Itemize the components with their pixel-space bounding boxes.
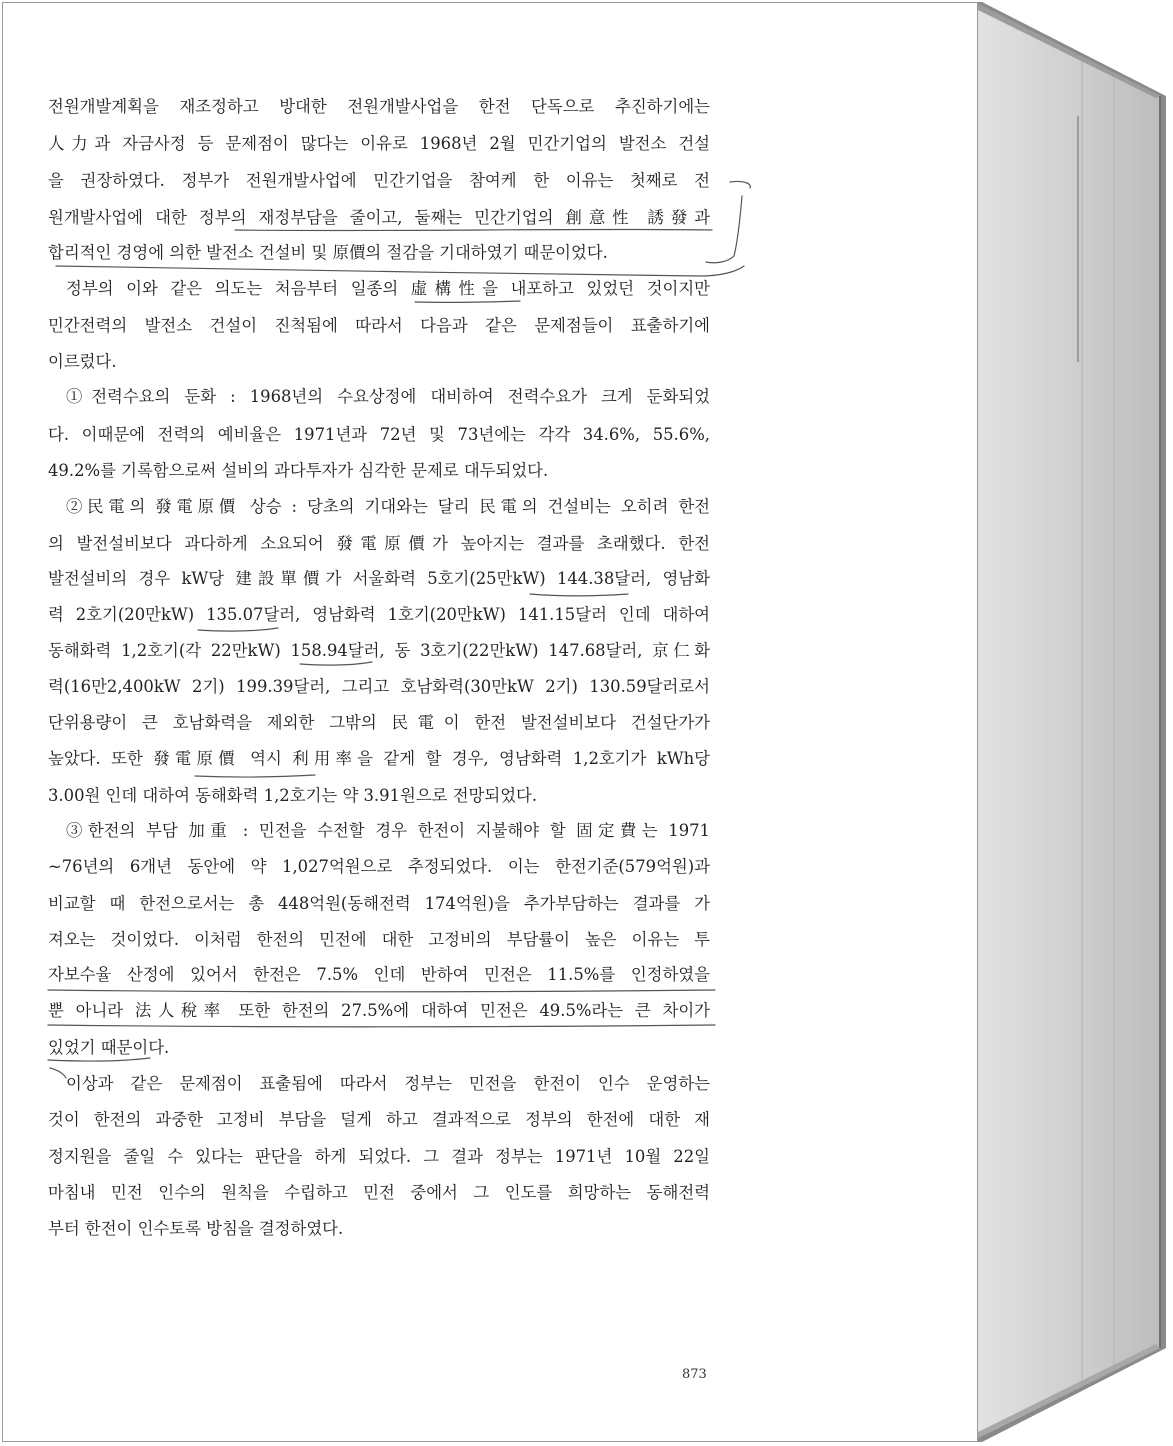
text-line: 동해화력 1,2호기(각 22만kW) 158.94달러, 동 3호기(22만kW) 147.68달러, 京仁화: [48, 641, 710, 660]
text-line: 49.2%를 기록함으로써 설비의 과다투자가 심각한 문제로 대두되었다.: [48, 461, 549, 480]
text-line: 부터 한전이 인수토록 방침을 결정하였다.: [48, 1219, 344, 1238]
book-edge: [978, 2, 1170, 1442]
text-line: 것이 한전의 과중한 고정비 부담을 덜게 하고 결과적으로 정부의 한전에 대한 재: [48, 1110, 710, 1129]
page-number: 873: [682, 1367, 707, 1382]
paragraph-start-line: 이상과 같은 문제점이 표출됨에 따라서 정부는 민전을 한전이 인수 운영하는: [66, 1074, 710, 1093]
text-line: ~76년의 6개년 동안에 약 1,027억원으로 추정되었다. 이는 한전기준(579억원)과: [48, 857, 710, 876]
text-line: 의 발전설비보다 과다하게 소요되어 發電原價가 높아지는 결과를 초래했다. 한전: [48, 534, 710, 553]
paragraph-start-line: 정부의 이와 같은 의도는 처음부터 일종의 虛構性을 내포하고 있었던 것이지만: [66, 279, 710, 298]
text-line: 다. 이때문에 전력의 예비율은 1971년과 72년 및 73년에는 각각 34.6%, 55.6%,: [48, 425, 710, 444]
text-line: 져오는 것이었다. 이처럼 한전의 민전에 대한 고정비의 부담률이 높은 이유는 투: [48, 930, 710, 949]
text-line: 비교할 때 한전으로서는 총 448억원(동해전력 174억원)을 추가부담하는 결과를 가: [48, 894, 710, 913]
text-line: 있었기 때문이다.: [48, 1038, 170, 1057]
text-line: 력(16만2,400kW 2기) 199.39달러, 그리고 호남화력(30만kW 2기) 130.59달러로서: [48, 677, 710, 696]
text-line: 전원개발계획을 재조정하고 방대한 전원개발사업을 한전 단독으로 추진하기에는: [48, 97, 710, 116]
text-line: 뿐 아니라 法人稅率 또한 한전의 27.5%에 대하여 민전은 49.5%라는 큰 차이가: [48, 1001, 710, 1020]
text-line: 을 권장하였다. 정부가 전원개발사업에 민간기업을 참여케 한 이유는 첫째로 전: [48, 171, 710, 190]
paragraph-start-line: ③한전의 부담 加重 : 민전을 수전할 경우 한전이 지불해야 할 固定費는 1971: [66, 821, 710, 840]
text-line: 人力과 자금사정 등 문제점이 많다는 이유로 1968년 2월 민간기업의 발전소 건설: [48, 134, 710, 153]
text-line: 원개발사업에 대한 정부의 재정부담을 줄이고, 둘째는 민간기업의 創意性 誘發과: [48, 208, 710, 227]
paragraph-start-line: ①전력수요의 둔화 : 1968년의 수요상정에 대비하여 전력수요가 크게 둔화되었: [66, 387, 710, 406]
text-line: 합리적인 경영에 의한 발전소 건설비 및 原價의 절감을 기대하였기 때문이었다.: [48, 243, 608, 262]
paragraph-start-line: ②民電의 發電原價 상승 : 당초의 기대와는 달리 民電의 건설비는 오히려 한전: [66, 497, 710, 516]
text-line: 자보수율 산정에 있어서 한전은 7.5% 인데 반하여 민전은 11.5%를 인정하였을: [48, 965, 710, 984]
text-line: 3.00원 인데 대하여 동해화력 1,2호기는 약 3.91원으로 전망되었다.: [48, 786, 538, 805]
text-line: 높았다. 또한 發電原價 역시 利用率을 같게 할 경우, 영남화력 1,2호기가 kWh당: [48, 749, 710, 768]
text-line: 이르렀다.: [48, 352, 117, 371]
book-edge-drawing: [978, 2, 1170, 1442]
text-line: 마침내 민전 인수의 원칙을 수립하고 민전 중에서 그 인도를 희망하는 동해전력: [48, 1183, 710, 1202]
text-line: 력 2호기(20만kW) 135.07달러, 영남화력 1호기(20만kW) 141.15달러 인데 대하여: [48, 605, 710, 624]
text-line: 정지원을 줄일 수 있다는 판단을 하게 되었다. 그 결과 정부는 1971년 10월 22일: [48, 1147, 710, 1166]
text-line: 발전설비의 경우 kW당 建設單價가 서울화력 5호기(25만kW) 144.38달러, 영남화: [48, 569, 710, 588]
text-line: 민간전력의 발전소 건설이 진척됨에 따라서 다음과 같은 문제점들이 표출하기에: [48, 316, 710, 335]
text-line: 단위용량이 큰 호남화력을 제외한 그밖의 民電이 한전 발전설비보다 건설단가가: [48, 713, 710, 732]
